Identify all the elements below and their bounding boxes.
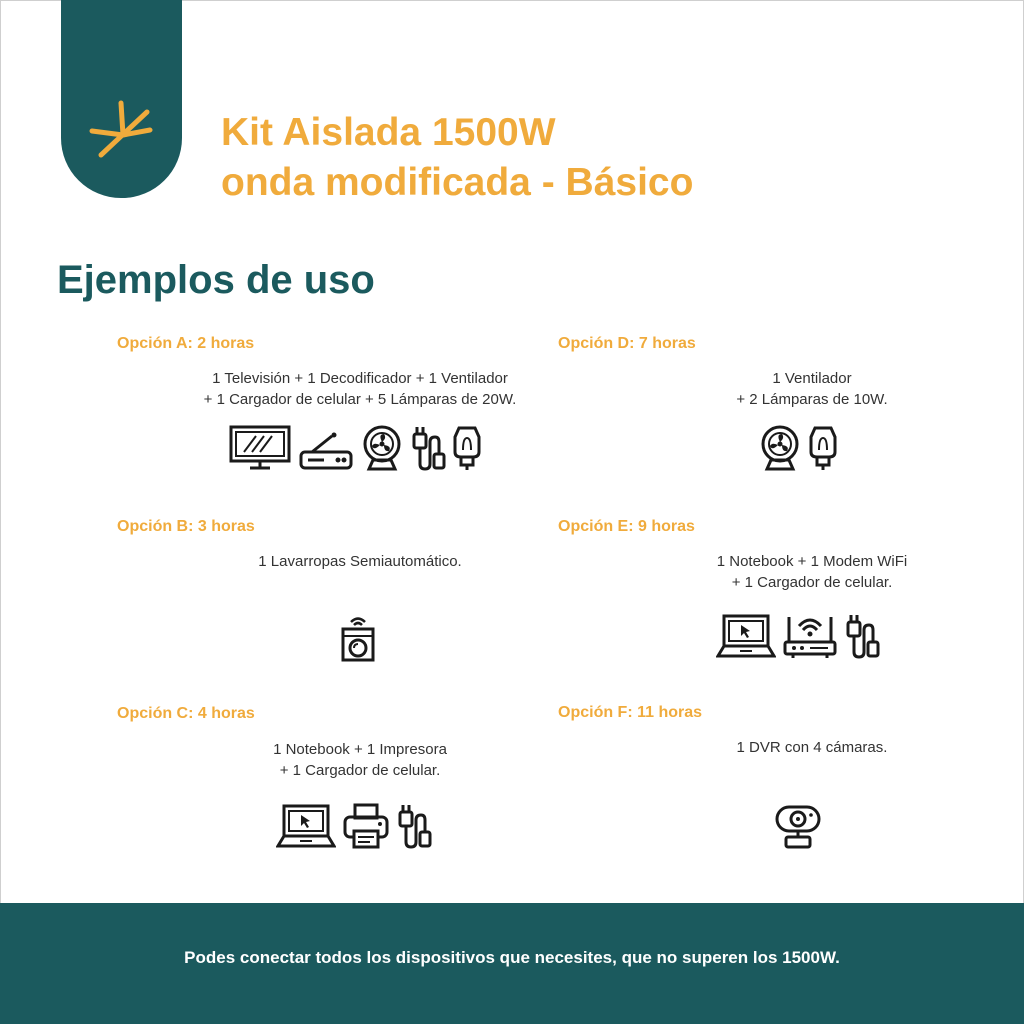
option-e-heading: Opción E: 9 horas: [558, 518, 695, 535]
title-line-2: onda modificada - Básico: [221, 161, 694, 204]
title-line-1: Kit Aislada 1500W: [221, 111, 556, 154]
option-f-line-1: 1 DVR con 4 cámaras.: [736, 739, 888, 756]
option-d-heading: Opción D: 7 horas: [558, 335, 696, 352]
option-f-description: [612, 737, 1012, 758]
tv-icon: [228, 424, 292, 472]
option-f-icons: [774, 802, 822, 850]
fan-icon: [758, 424, 802, 472]
footer-text: Podes conectar todos los dispositivos que necesites, que no superen los 1500W.: [184, 948, 840, 967]
charger-icon: [410, 424, 446, 472]
page-title: [221, 108, 693, 208]
wifi-router-icon: [782, 612, 838, 660]
fan-icon: [360, 424, 404, 472]
option-b-icons: [338, 614, 378, 662]
charger-icon: [844, 612, 880, 660]
option-f-heading: Opción F: 11 horas: [558, 704, 703, 721]
option-a-line-2: + 1 Cargador de celular + 5 Lámparas de 20W.: [203, 391, 517, 408]
option-c-line-2: + 1 Cargador de celular.: [279, 762, 441, 779]
option-d-line-1: 1 Ventilador: [772, 370, 852, 387]
laptop-icon: [716, 612, 776, 660]
option-d-line-2: + 2 Lámparas de 10W.: [736, 391, 888, 408]
option-e-description: [612, 551, 1012, 593]
option-a-description: [170, 368, 550, 410]
charger-icon: [396, 802, 432, 850]
option-e-line-2: + 1 Cargador de celular.: [731, 574, 893, 591]
lamp-icon: [452, 424, 482, 472]
washing-machine-icon: [338, 614, 378, 662]
printer-icon: [342, 802, 390, 850]
decoder-icon: [298, 432, 354, 472]
option-e-line-1: 1 Notebook + 1 Modem WiFi: [716, 553, 908, 570]
brand-tab: [61, 0, 182, 198]
option-c-description: [170, 739, 550, 781]
option-b-description: [170, 551, 550, 572]
lamp-icon: [808, 424, 838, 472]
laptop-icon: [276, 802, 336, 850]
option-d-icons: [758, 424, 838, 472]
option-a-heading: Opción A: 2 horas: [117, 335, 255, 352]
option-b-heading: Opción B: 3 horas: [117, 518, 255, 535]
option-a-line-1: 1 Televisión + 1 Decodificador + 1 Ventilador: [212, 370, 508, 387]
option-a-icons: [228, 424, 482, 472]
camera-icon: [774, 802, 822, 850]
option-b-line-1: 1 Lavarropas Semiautomático.: [258, 553, 462, 570]
sun-burst-icon: [87, 100, 155, 160]
section-title: Ejemplos de uso: [57, 258, 375, 302]
option-c-heading: Opción C: 4 horas: [117, 705, 255, 722]
option-e-icons: [716, 612, 880, 660]
option-c-line-1: 1 Notebook + 1 Impresora: [273, 741, 447, 758]
option-d-description: [612, 368, 1012, 410]
option-c-icons: [276, 802, 432, 850]
